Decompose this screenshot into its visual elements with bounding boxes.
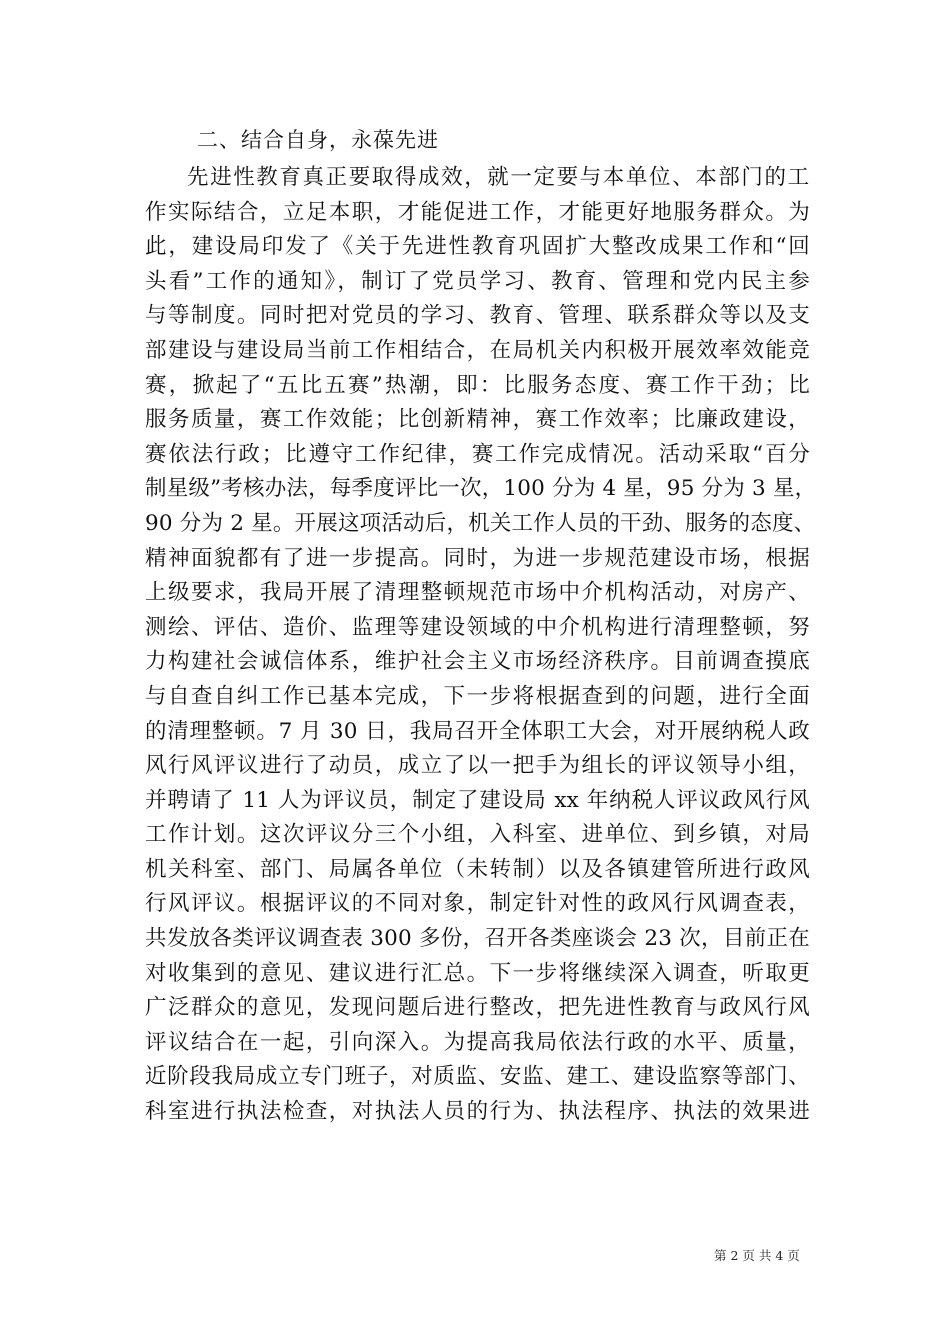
section-heading: 二、结合自身，永葆先进 <box>197 128 439 152</box>
paragraph-line: 工作计划。这次评议分三个小组，入科室、进单位、到乡镇，对局 <box>145 822 810 848</box>
paragraph-line: 行风评议。根据评议的不同对象，制定针对性的政风行风调查表， <box>145 891 810 917</box>
body-paragraph <box>145 161 817 1130</box>
paragraph-line: 与等制度。同时把对党员的学习、教育、管理、联系群众等以及支 <box>145 303 810 329</box>
paragraph-line: 赛，掀起了“五比五赛”热潮，即：比服务态度、赛工作干劲；比 <box>145 372 810 398</box>
paragraph-line: 作实际结合，立足本职，才能促进工作，才能更好地服务群众。为 <box>145 199 810 225</box>
paragraph-line: 近阶段我局成立专门班子，对质监、安监、建工、建设监察等部门、 <box>145 1064 810 1090</box>
paragraph-line: 部建设与建设局当前工作相结合，在局机关内积极开展效率效能竞 <box>145 337 810 363</box>
paragraph-line: 共发放各类评议调查表 300 多份，召开各类座谈会 23 次，目前正在 <box>145 926 810 952</box>
paragraph-line: 机关科室、部门、局属各单位（未转制）以及各镇建管所进行政风 <box>145 856 810 882</box>
paragraph-line: 精神面貌都有了进一步提高。同时，为进一步规范建设市场，根据 <box>145 545 810 571</box>
paragraph-line: 评议结合在一起，引向深入。为提高我局依法行政的水平、质量， <box>145 1029 810 1055</box>
paragraph-line: 此，建设局印发了《关于先进性教育巩固扩大整改成果工作和“回 <box>145 234 810 260</box>
paragraph-line: 与自查自纠工作已基本完成，下一步将根据查到的问题，进行全面 <box>145 683 810 709</box>
paragraph-line: 的清理整顿。7 月 30 日，我局召开全体职工大会，对开展纳税人政 <box>145 718 810 744</box>
paragraph-line: 风行风评议进行了动员，成立了以一把手为组长的评议领导小组， <box>145 753 810 779</box>
paragraph-line: 制星级”考核办法，每季度评比一次，100 分为 4 星，95 分为 3 星， <box>145 476 817 502</box>
paragraph-line: 先进性教育真正要取得成效，就一定要与本单位、本部门的工 <box>187 165 811 190</box>
paragraph-line: 测绘、评估、造价、监理等建设领域的中介机构进行清理整顿，努 <box>145 614 810 640</box>
paragraph-line: 服务质量，赛工作效能；比创新精神，赛工作效率；比廉政建设， <box>145 407 810 433</box>
paragraph-line: 科室进行执法检查，对执法人员的行为、执法程序、执法的效果进 <box>145 1099 810 1125</box>
paragraph-line: 对收集到的意见、建议进行汇总。下一步将继续深入调查，听取更 <box>145 960 810 986</box>
paragraph-line: 头看”工作的通知》，制订了党员学习、教育、管理和党内民主参 <box>145 268 810 294</box>
paragraph-line: 广泛群众的意见，发现问题后进行整改，把先进性教育与政风行风 <box>145 995 810 1021</box>
paragraph-line: 赛依法行政；比遵守工作纪律，赛工作完成情况。活动采取“百分 <box>145 441 810 467</box>
page-number-footer: 第 2 页 共 4 页 <box>714 1248 800 1263</box>
paragraph-line: 上级要求，我局开展了清理整顿规范市场中介机构活动，对房产、 <box>145 580 810 606</box>
paragraph-line: 90 分为 2 星。开展这项活动后，机关工作人员的干劲、服务的态度、 <box>145 510 816 536</box>
paragraph-line: 力构建社会诚信体系，维护社会主义市场经济秩序。目前调查摸底 <box>145 649 810 675</box>
paragraph-line: 并聘请了 11 人为评议员，制定了建设局 xx 年纳税人评议政风行风 <box>145 787 810 813</box>
